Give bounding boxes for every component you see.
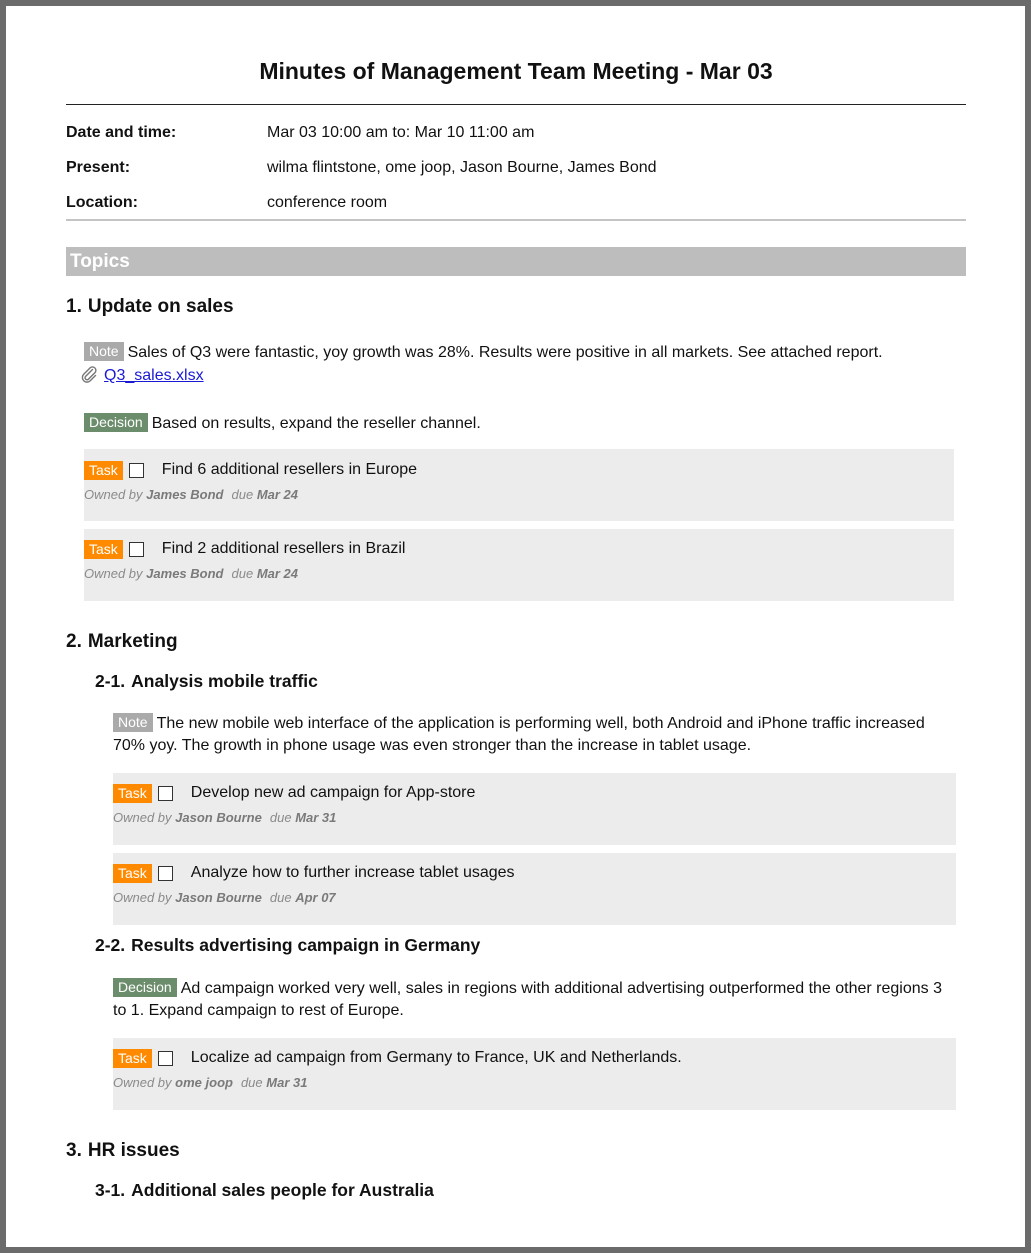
decision-item bbox=[84, 413, 954, 435]
meta-label: Location: bbox=[66, 194, 138, 211]
task-owner: James Bond bbox=[146, 487, 224, 502]
task-item bbox=[113, 1038, 956, 1110]
task-owner: ome joop bbox=[175, 1075, 233, 1090]
due-label: due bbox=[269, 810, 292, 825]
task-text: Develop new ad campaign for App-store bbox=[190, 784, 476, 801]
topic-number: 3. bbox=[66, 1140, 82, 1161]
topic-heading-1 bbox=[66, 292, 966, 322]
task-line bbox=[113, 781, 956, 805]
owned-by-label: Owned by bbox=[84, 566, 143, 581]
task-text: Analyze how to further increase tablet usages bbox=[190, 864, 515, 881]
topic-heading-2 bbox=[66, 627, 966, 657]
task-due: Mar 24 bbox=[256, 566, 299, 581]
task-item bbox=[113, 773, 956, 845]
note-item bbox=[84, 342, 954, 364]
note-item bbox=[113, 713, 956, 757]
meta-row-location bbox=[66, 185, 966, 220]
subtopic-title: Results advertising campaign in Germany bbox=[131, 935, 481, 955]
task-due: Mar 31 bbox=[295, 810, 337, 825]
owned-by-label: Owned by bbox=[84, 487, 143, 502]
note-badge: Note bbox=[113, 713, 153, 732]
task-text: Find 2 additional resellers in Brazil bbox=[161, 540, 406, 557]
task-text: Localize ad campaign from Germany to France, UK and Netherlands. bbox=[190, 1049, 682, 1066]
document-title: Minutes of Management Team Meeting - Mar 03 bbox=[259, 58, 773, 84]
meta-row-date bbox=[66, 115, 966, 150]
owned-by-label: Owned by bbox=[113, 890, 172, 905]
task-item bbox=[113, 853, 956, 925]
task-badge: Task bbox=[113, 784, 152, 803]
topic-heading-3 bbox=[66, 1136, 966, 1166]
owned-by-label: Owned by bbox=[113, 810, 172, 825]
subtopic-number: 2-2. bbox=[95, 935, 126, 955]
subtopic-title: Additional sales people for Australia bbox=[131, 1180, 434, 1200]
meeting-details bbox=[66, 105, 966, 219]
decision-text: Based on results, expand the reseller channel. bbox=[151, 415, 481, 432]
task-badge: Task bbox=[84, 540, 123, 559]
paperclip-icon bbox=[80, 365, 98, 383]
task-text: Find 6 additional resellers in Europe bbox=[161, 461, 418, 478]
task-owner-line bbox=[84, 565, 954, 583]
task-badge: Task bbox=[113, 1049, 152, 1068]
owned-by-label: Owned by bbox=[113, 1075, 172, 1090]
topic-number: 1. bbox=[66, 296, 82, 317]
task-checkbox[interactable] bbox=[129, 463, 144, 478]
subtopic-heading-2-2 bbox=[95, 931, 966, 959]
task-owner-line bbox=[113, 889, 956, 907]
note-text: The new mobile web interface of the application is performing well, both Android and iPhone traffic increased 70% yoy. The growth in phone usage was even stronger than the increase in tablet usage. bbox=[113, 715, 925, 754]
topics-header: Topics bbox=[66, 247, 966, 276]
task-item bbox=[84, 529, 954, 601]
meta-label: Present: bbox=[66, 159, 131, 176]
subtopic-heading-3-1 bbox=[95, 1176, 966, 1204]
topic-title: Marketing bbox=[87, 631, 178, 652]
meta-value: wilma flintstone, ome joop, Jason Bourne, James Bond bbox=[267, 159, 657, 176]
task-line bbox=[113, 1046, 956, 1070]
task-due: Mar 24 bbox=[256, 487, 299, 502]
meta-row-present bbox=[66, 150, 966, 185]
decision-badge: Decision bbox=[113, 978, 177, 997]
due-label: due bbox=[240, 1075, 263, 1090]
task-owner-line bbox=[84, 486, 954, 504]
task-line bbox=[113, 861, 956, 885]
due-label: due bbox=[231, 566, 254, 581]
task-owner-line bbox=[113, 809, 956, 827]
document-page bbox=[6, 6, 1025, 1247]
task-checkbox[interactable] bbox=[129, 542, 144, 557]
task-badge: Task bbox=[84, 461, 123, 480]
meta-value: conference room bbox=[267, 194, 388, 211]
note-text: Sales of Q3 were fantastic, yoy growth was 28%. Results were positive in all markets. See attached report. bbox=[127, 344, 883, 361]
task-owner: Jason Bourne bbox=[175, 810, 262, 825]
decision-item bbox=[113, 978, 956, 1022]
due-label: due bbox=[231, 487, 254, 502]
task-badge: Task bbox=[113, 864, 152, 883]
subtopic-heading-2-1 bbox=[95, 667, 966, 695]
task-owner: Jason Bourne bbox=[175, 890, 262, 905]
task-line bbox=[84, 458, 954, 482]
task-checkbox[interactable] bbox=[158, 866, 173, 881]
task-checkbox[interactable] bbox=[158, 786, 173, 801]
attachment bbox=[80, 364, 950, 388]
minutes-content bbox=[66, 6, 966, 1204]
note-badge: Note bbox=[84, 342, 124, 361]
due-label: due bbox=[269, 890, 292, 905]
task-due: Mar 31 bbox=[266, 1075, 308, 1090]
task-item bbox=[84, 449, 954, 521]
meta-label: Date and time: bbox=[66, 124, 177, 141]
task-owner-line bbox=[113, 1074, 956, 1092]
meta-value: Mar 03 10:00 am to: Mar 10 11:00 am bbox=[267, 124, 535, 141]
topic-title: HR issues bbox=[87, 1140, 180, 1161]
topic-title: Update on sales bbox=[87, 296, 234, 317]
decision-badge: Decision bbox=[84, 413, 148, 432]
task-owner: James Bond bbox=[146, 566, 224, 581]
task-line bbox=[84, 537, 954, 561]
decision-text: Ad campaign worked very well, sales in regions with additional advertising outperformed the other regions 3 to 1. Expand campaign to rest of Europe. bbox=[113, 980, 942, 1019]
topic-number: 2. bbox=[66, 631, 82, 652]
attachment-link[interactable]: Q3_sales.xlsx bbox=[104, 367, 204, 384]
task-due: Apr 07 bbox=[295, 890, 336, 905]
subtopic-number: 3-1. bbox=[95, 1180, 126, 1200]
subtopic-number: 2-1. bbox=[95, 671, 126, 691]
subtopic-title: Analysis mobile traffic bbox=[131, 671, 318, 691]
task-checkbox[interactable] bbox=[158, 1051, 173, 1066]
